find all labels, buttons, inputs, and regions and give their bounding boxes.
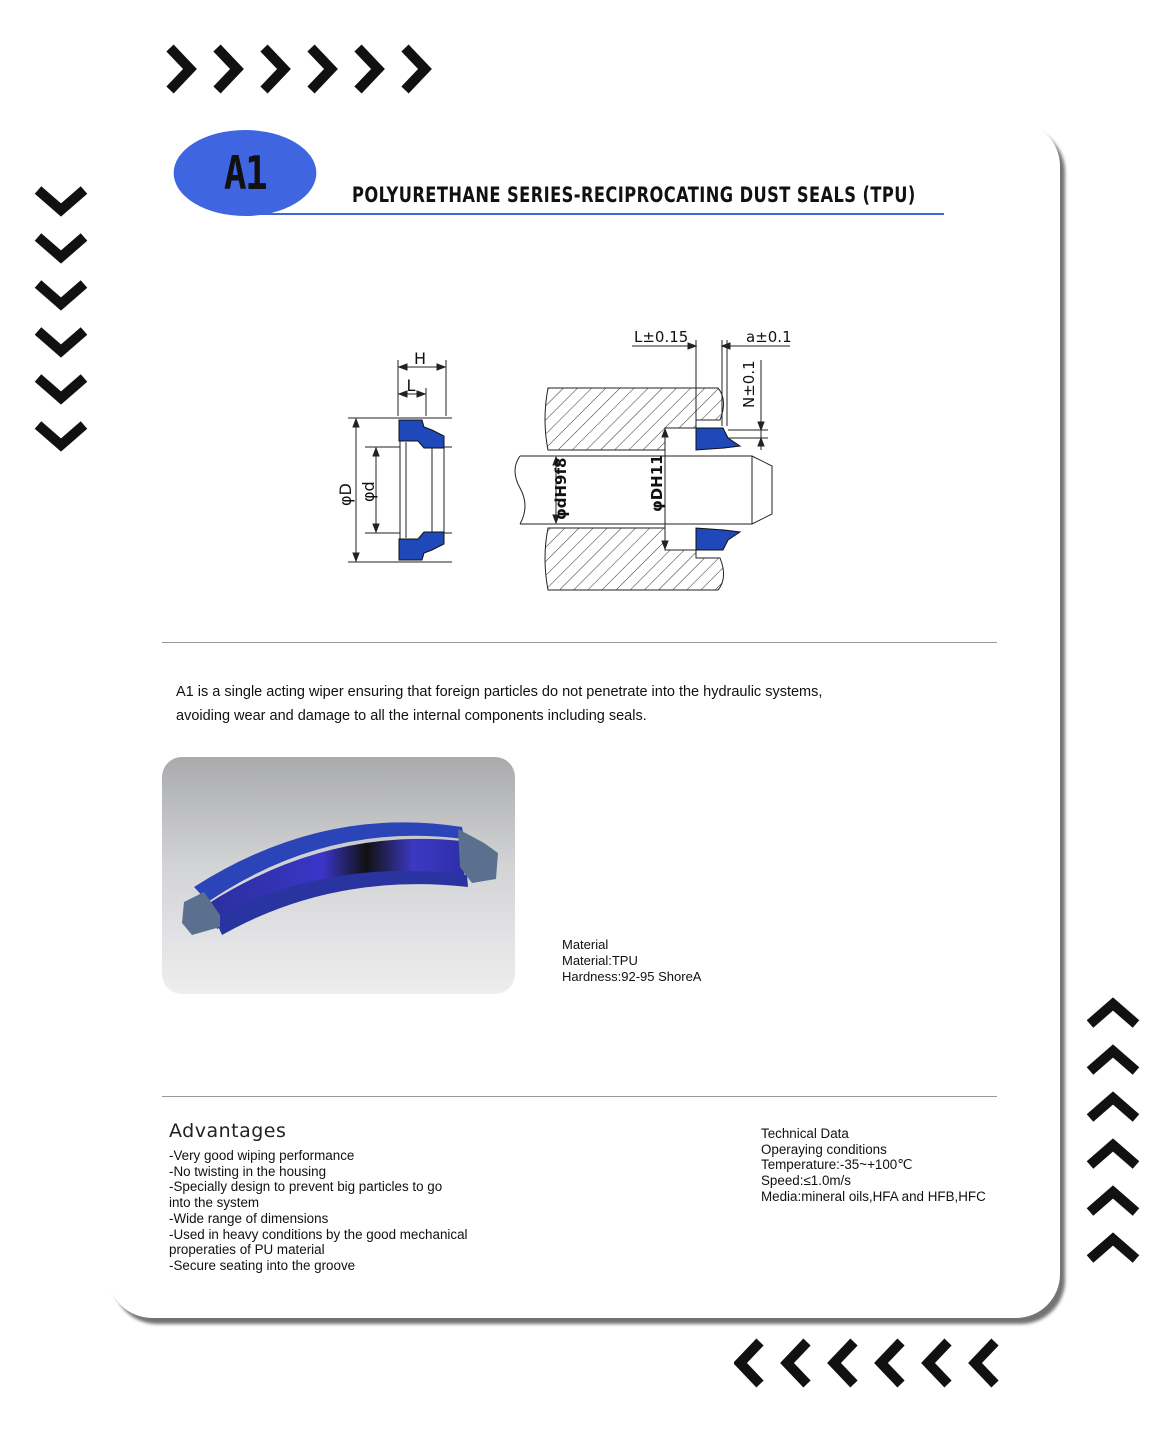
dimension-label-rod-diameter: φdH9f8 [552, 457, 570, 520]
page-title: POLYURETHANE SERIES-RECIPROCATING DUST SEALS (TPU) [352, 183, 916, 207]
product-code-badge: A1 [174, 130, 317, 216]
list-item: -Wide range of dimensions [169, 1210, 329, 1226]
advantages-title: Advantages [169, 1120, 287, 1142]
dimension-label-L: L [406, 376, 416, 395]
dimension-label-bore-diameter: φDH11 [648, 454, 666, 512]
technical-data: Technical Data Operaying conditions Temperature:-35~+100℃ Speed:≤1.0m/s Media:mineral oils,HFA and HFB,HFC [761, 1126, 986, 1204]
chevron-left-row-decoration [734, 1336, 1006, 1390]
list-item: -Used in heavy conditions by the good mechanical properaties of PU material [169, 1226, 468, 1258]
title-underline [252, 213, 944, 215]
list-item: -Specially design to prevent big particles to go into the system [169, 1179, 443, 1211]
dimension-label-N-tolerance: N±0.1 [740, 360, 758, 408]
material-info: Material Material:TPU Hardness:92-95 ShoreA [562, 937, 702, 984]
product-description: A1 is a single acting wiper ensuring that foreign particles do not penetrate into the hydraulic systems, avoiding wear and damage to all the internal components including seals. [176, 684, 823, 724]
dimension-label-H: H [413, 349, 427, 368]
section-divider [162, 642, 997, 643]
dimension-label-D: φD [336, 483, 355, 506]
list-item: -No twisting in the housing [169, 1163, 327, 1179]
product-image [162, 757, 515, 994]
list-item: -Very good wiping performance [169, 1148, 355, 1163]
advantages-list [169, 1148, 499, 1274]
technical-drawing [320, 320, 800, 604]
chevron-right-row-decoration [166, 42, 438, 96]
list-item: -Secure seating into the groove [169, 1257, 356, 1273]
dimension-label-L-tolerance: L±0.15 [634, 328, 689, 346]
chevron-up-column-decoration [1086, 996, 1140, 1268]
section-divider [162, 1096, 997, 1097]
dimension-label-a-tolerance: a±0.1 [746, 328, 792, 346]
dimension-label-d: φd [359, 481, 378, 502]
chevron-down-column-decoration [34, 184, 88, 454]
seal-cross-section [348, 360, 452, 562]
